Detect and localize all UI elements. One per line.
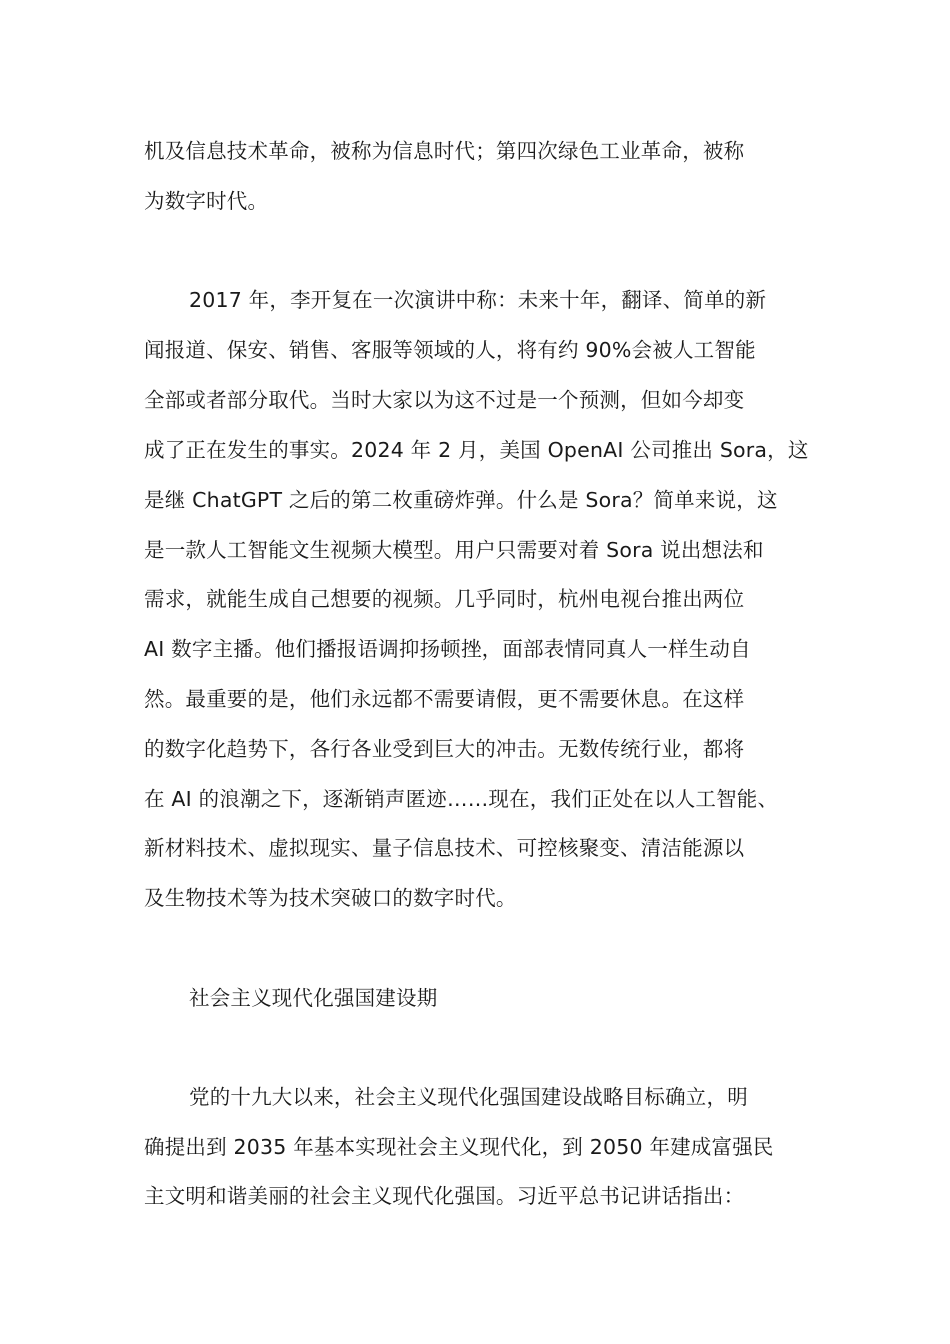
paragraph-2-line-6: 是一款人工智能文生视频大模型。用户只需要对着 Sora 说出想法和 xyxy=(144,538,764,562)
section-heading: 社会主义现代化强国建设期 xyxy=(189,986,438,1010)
paragraph-2-line-7: 需求，就能生成自己想要的视频。几乎同时，杭州电视台推出两位 xyxy=(144,587,745,611)
paragraph-1-line-2: 为数字时代。 xyxy=(144,189,269,213)
paragraph-2-line-13: 及生物技术等为技术突破口的数字时代。 xyxy=(144,886,517,910)
paragraph-2-line-10: 的数字化趋势下，各行各业受到巨大的冲击。无数传统行业，都将 xyxy=(144,737,745,761)
paragraph-3-line-3: 主文明和谐美丽的社会主义现代化强国。习近平总书记讲话指出： xyxy=(144,1184,745,1208)
paragraph-2-line-8: AI 数字主播。他们播报语调抑扬顿挫，面部表情同真人一样生动自 xyxy=(144,637,751,661)
paragraph-2-line-9: 然。最重要的是，他们永远都不需要请假，更不需要休息。在这样 xyxy=(144,687,745,711)
paragraph-2-line-5: 是继 ChatGPT 之后的第二枚重磅炸弹。什么是 Sora？简单来说，这 xyxy=(144,488,778,512)
paragraph-1-line-1: 机及信息技术革命，被称为信息时代；第四次绿色工业革命，被称 xyxy=(144,139,745,163)
paragraph-3-line-1: 党的十九大以来，社会主义现代化强国建设战略目标确立，明 xyxy=(189,1085,748,1109)
paragraph-2-line-1: 2017 年，李开复在一次演讲中称：未来十年，翻译、简单的新 xyxy=(189,288,767,312)
paragraph-2-line-2: 闻报道、保安、销售、客服等领域的人，将有约 90%会被人工智能 xyxy=(144,338,756,362)
paragraph-2-line-11: 在 AI 的浪潮之下，逐渐销声匿迹……现在，我们正处在以人工智能、 xyxy=(144,787,779,811)
paragraph-3-line-2: 确提出到 2035 年基本实现社会主义现代化，到 2050 年建成富强民 xyxy=(144,1135,774,1159)
paragraph-2-line-4: 成了正在发生的事实。2024 年 2 月，美国 OpenAI 公司推出 Sora，这 xyxy=(144,438,809,462)
paragraph-2-line-12: 新材料技术、虚拟现实、量子信息技术、可控核聚变、清洁能源以 xyxy=(144,836,745,860)
paragraph-2-line-3: 全部或者部分取代。当时大家以为这不过是一个预测，但如今却变 xyxy=(144,388,745,412)
